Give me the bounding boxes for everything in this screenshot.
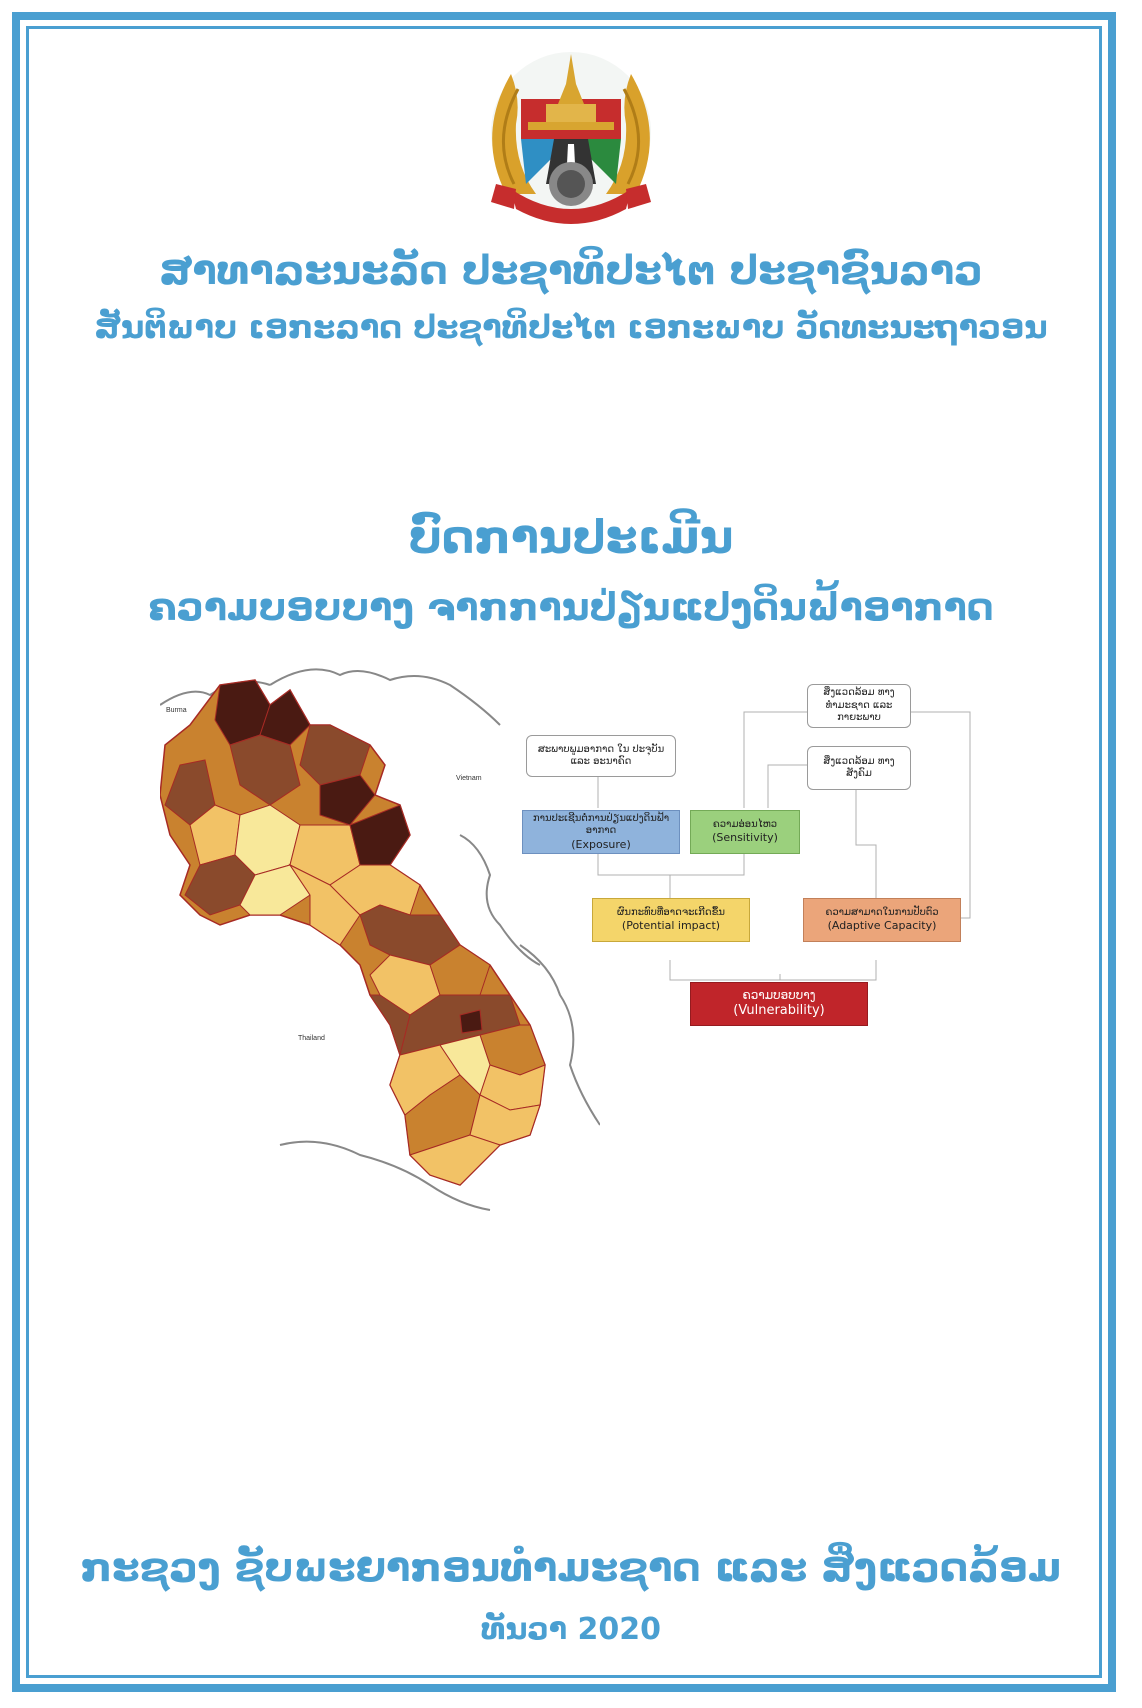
- box-potential-impact: ຜົນກະທົບທີ່ອາດຈະເກີດຂຶ້ນ (Potential impact): [592, 898, 750, 942]
- box-social-environment: ສິ່ງແວດລ້ອມ ທາງສັງຄົມ: [807, 746, 911, 790]
- box-climate-conditions: ສະພາບພູມອາກາດ ໃນ ປະຈຸບັນ ແລະ ອະນາຄົດ: [526, 735, 676, 777]
- national-motto: ສັນຕິພາບ ເອກະລາດ ປະຊາທິປະໄຕ ເອກະພາບ ວັດທະນະຖາວອນ: [94, 308, 1048, 346]
- box-vulnerability: ຄວາມບອບບາງ (Vulnerability): [690, 982, 868, 1026]
- map-label-burma: Burma: [166, 707, 187, 714]
- map-label-thailand: Thailand: [298, 1035, 325, 1042]
- box-sensitivity: ຄວາມອ່ອນໄຫວ (Sensitivity): [690, 810, 800, 854]
- box-natural-environment: ສິ່ງແວດລ້ອມ ທາງທຳມະຊາດ ແລະ ກາຍະພາບ: [807, 684, 911, 728]
- national-emblem-icon: [466, 44, 676, 224]
- country-name: ສາທາລະນະລັດ ປະຊາທິປະໄຕ ປະຊາຊົນລາວ: [159, 248, 983, 294]
- ministry-name: ກະຊວງ ຊັບພະຍາກອນທຳມະຊາດ ແລະ ສິ່ງແວດລ້ອມ: [80, 1545, 1062, 1591]
- box-adaptive-capacity: ຄວາມສາມາດໃນການປັບຕົວ (Adaptive Capacity): [803, 898, 961, 942]
- report-subtitle: ຄວາມບອບບາງ ຈາກການປ່ຽນແປງດິນຟ້າອາກາດ: [148, 585, 994, 629]
- report-date: ທັນວາ 2020: [480, 1612, 662, 1647]
- map-label-vietnam: Vietnam: [456, 775, 482, 782]
- report-title: ບົດການປະເມີນ: [408, 510, 734, 564]
- box-exposure: ການປະເຊີນຕໍ່ການປ່ຽນແປງດິນຟ້າອາກາດ (Exposure): [522, 810, 680, 854]
